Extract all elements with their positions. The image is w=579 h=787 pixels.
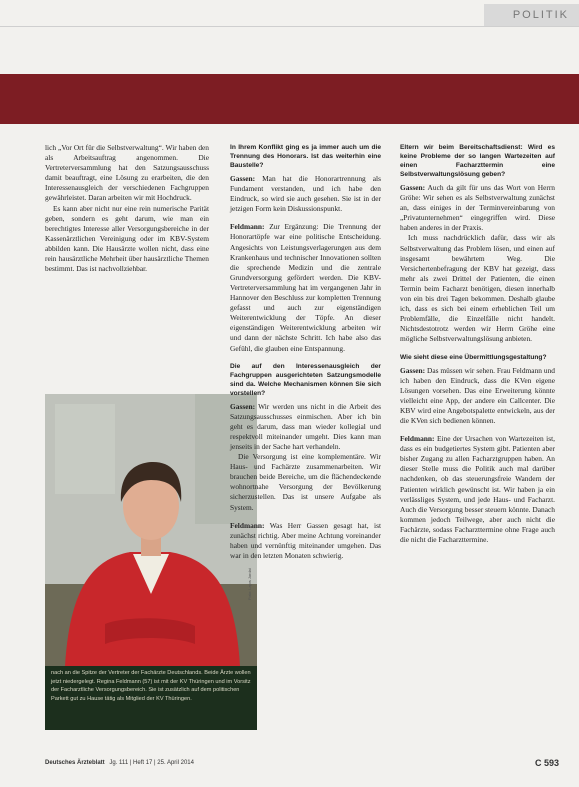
column-1 (45, 143, 209, 274)
paragraph: Es kann aber nicht nur eine rein numerische Parität geben, sondern es geht darum, wie man ein berechtigtes Interesse aller Versorgungsbereiche in der Kassenärztlichen Vereinigung oder im KBV-System abbilden kann. Die Hausärzte wollen nicht, dass eine rein hausärztliche Mehrheit über hausärztliche Themen bestimmt. Das ist nachvollziehbar. (45, 203, 209, 274)
journal-name: Deutsches Ärzteblatt (45, 760, 105, 766)
column-2 (230, 143, 381, 561)
interview-question: Die auf den Interessenausgleich der Fachgruppen ausgerichteten Satzungsmodelle sind da. Welche Mechanismen können Sie sich vorstellen? (230, 362, 381, 397)
header-banner (0, 74, 579, 124)
answer-text: Eine der Ursachen von Wartezeiten ist, dass es ein budgetiertes System gibt. Patienten aber bisher Zugang zu allen Facharztgruppen haben. An dieser Stelle muss die Politik auch mal darüber nachdenken, ob das steuerungsfreie Wandern der Patienten wirklich gewünscht ist. Wir haben ja ein verlässliges System, und jede Haus- und Facharzt. Auch die Versorgung besser steuern könnte. Danach kommen jedoch Teilwege, aber auch nicht die Fachärzte, sodass Facharzttermine ohne Frage auch die nicht die Facharzttermine. (400, 434, 555, 544)
answer-text: Was Herr Gassen gesagt hat, ist zunächst richtig. Aber meine Achtung voreinander haben und vernünftig miteinander umgehen. Das war in den letzten Monaten schwierig. (230, 520, 381, 560)
photo-caption: nach an die Spitze der Vertreter der Fachärzte Deutschlands. Beide Ärzte wollen jetzt niedergelegt. Regina Feldmann (57) ist mit der KV Thüringen und im Vorsitz der Facharztliche Versorgungsbereich. Sie ist zusätzlich auf dem politischen Parkett gut zu Hause tätig als Mitglied der KV Thüringen. (45, 666, 257, 730)
page-number: C 593 (534, 758, 559, 768)
speaker-name: Feldmann: (400, 434, 435, 444)
photo-credit: Foto: Lajos Jardai (247, 568, 252, 600)
speaker-name: Gassen: (400, 365, 426, 375)
speaker-name: Feldmann: (230, 222, 265, 232)
answer-text: Die Versorgung ist eine komplementäre. Wir Haus- und Fachärzte zusammenarbeiten. Wir brauchen beide Bereiche, um die flächendeckende wohnortnahe Versorgung der Bevölkerung sicherzustellen. Das ist unsere Aufgabe als System. (230, 452, 381, 512)
speaker-name: Feldmann: (230, 520, 265, 530)
speaker-name: Gassen: (230, 401, 256, 411)
section-label: POLITIK (484, 4, 579, 26)
interview-question: In Ihrem Konflikt ging es ja immer auch um die Trennung des Honorars. Ist das weiterhin eine Baustelle? (230, 144, 381, 169)
page-footer (45, 760, 559, 774)
answer-text: Auch da gilt für uns das Wort von Herrn Gröhe: Wir sehen es als Selbstverwaltung zunächst an, dass einiges in der Terminvereinbarung von „Privatunternehmen“ eingegriffen wird. Diese haben anderes in der Praxis. (400, 183, 555, 233)
header-rule (0, 26, 579, 27)
column-3 (400, 143, 555, 545)
paragraph: lich „Vor Ort für die Selbstverwaltung“. Wir haben den als Arbeitsauftrag angenommen. Die Vertreterversammlung hat den Satzungsausschuss damit beauftragt, eine Lösung zu erarbeiten, die den Interessenausgleich der verschiedenen Fachgruppen gewährleistet. Daran arbeiten wir mit Hochdruck. (45, 143, 209, 203)
speaker-name: Gassen: (230, 174, 256, 183)
portrait-illustration (45, 394, 257, 666)
answer-text: Das müssen wir sehen. Frau Feldmann und ich haben den Eindruck, dass die KVen eigene Lösungen vorsehen. Das eine Erweiterung könnte vielleicht eine App, der andere ein Callcenter. Die KBV wird eine Angebotspalette entwickeln, aus der die KVen sich bedienen können. (400, 365, 555, 425)
interview-question: Eltern wir beim Bereitschaftsdienst: Wird es keine Probleme der so langen Wartezeiten auf einen Facharzttermin eine Selbstverwaltungslösung geben? (400, 144, 555, 178)
answer-text: Ich muss nachdrücklich dafür, dass wir als Selbstverwaltung das Problem lösen, und einen auf insgesamt bewährtem Weg. Die Versichertenbefragung der KBV hat gezeigt, dass mehr als zwei Drittel der Patienten, die einen Termin beim Facharzt benötigen, diesen innerhalb von ein bis drei Tagen bekommen. Deshalb glaube ich, dass es sich bei einem erheblichen Teil um Problemfälle, die Einzelfälle nicht handelt. Nichtsdestotrotz werden wir Herrn Gröhe eine mögliche Selbstverwaltungslösung anbieten. (400, 233, 555, 344)
answer-text: Zur Ergänzung: Die Trennung der Honorartöpfe war eine politische Entscheidung. Angesichts von Leistungsverlagerungen aus dem Krankenhaus und technischer Innovationen sollten die sprechende Medizin und die zentrale Grundversorgung gefördert werden. Die KBV-Vertreterversammlung hat im vergangenen Jahr in Hannover den Beschluss zur kompletten Trennung gefasst und auch zur eigenständigen Weiterentwicklung der Töpfe. An dieser eigenständigen Weiterentwicklung arbeiten wir und dann der nächste Schritt. Ich habe also das Gefühl, die glauben eine Entspannung. (230, 222, 381, 353)
interview-question: Wie sieht diese eine Übermittlungsgestaltung? (400, 353, 547, 361)
issue-info: Jg. 111 | Heft 17 | 25. April 2014 (109, 760, 194, 766)
answer-text: Wir werden uns nicht in die Arbeit des Satzungsausschusses einmischen. Aber ich bin geht es darum, dass man wieder kollegial und respektvoll miteinander umgeht. Dies kann man jenseits in der Sache hart verhandeln. (230, 401, 382, 451)
answer-text: Man hat die Honorartrennung als Fundament verstanden, und ich habe den Eindruck, so wird sie auch gesehen. Sie ist in der jetzigen Form kein Diskussionspunkt. (230, 174, 381, 214)
speaker-name: Gassen: (400, 183, 426, 192)
portrait-photo (45, 394, 257, 666)
